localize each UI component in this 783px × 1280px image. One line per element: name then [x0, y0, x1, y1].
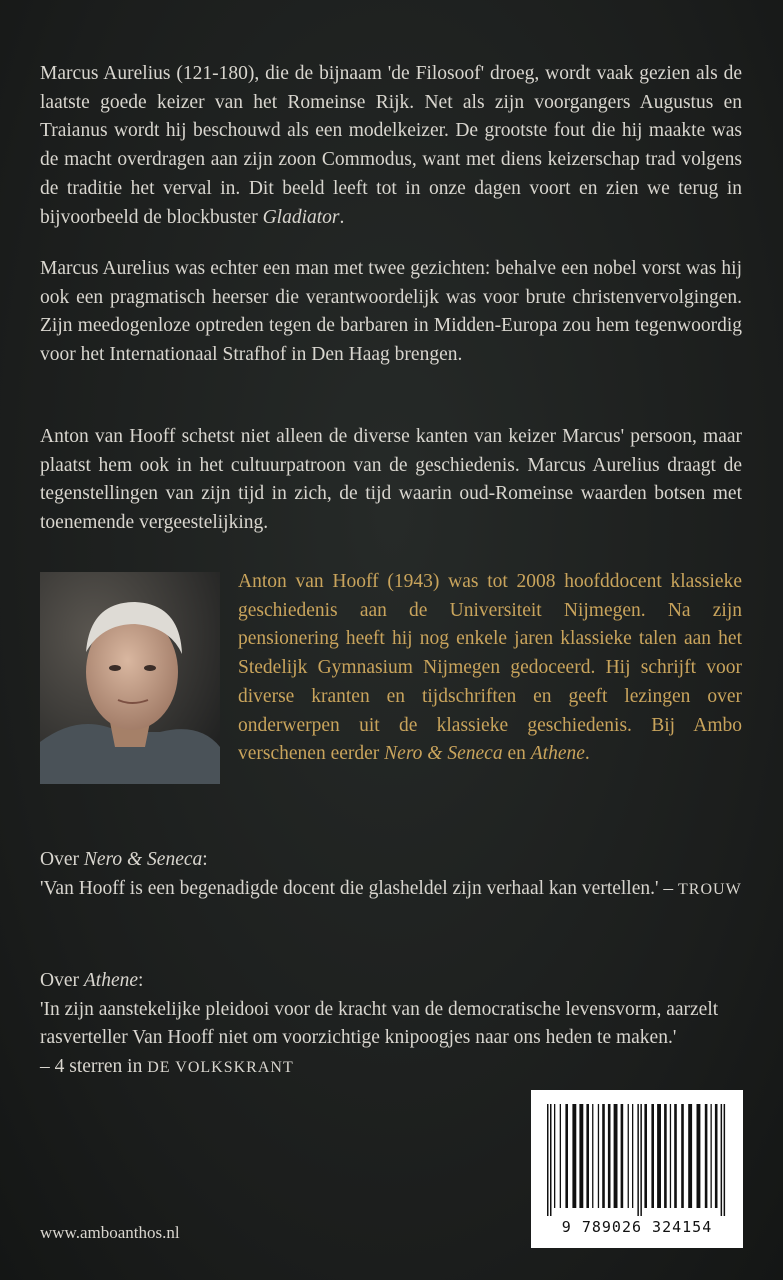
- barcode-bar: [697, 1104, 701, 1208]
- review-attribution: – 4 sterren in DE VOLKSKRANT: [40, 1056, 294, 1078]
- barcode-bar: [614, 1104, 618, 1208]
- barcode-bar: [579, 1104, 583, 1208]
- barcode-bar: [657, 1104, 661, 1208]
- review-heading: Over Nero & Seneca:: [40, 849, 208, 870]
- barcode-bar: [664, 1104, 667, 1208]
- publisher-website-link[interactable]: www.amboanthos.nl: [40, 1223, 180, 1242]
- author-bio: Anton van Hooff (1943) was tot 2008 hoofddocent klassieke geschiedenis aan de Universiteit Nijmegen. Na zijn pensionering heeft hij nog enkele jaren klassieke talen aan het Stedelijk Gymnasium Nijmegen gedoceerd. Hij schrijft voor diverse kranten en tijdschriften en geeft lezingen over onderwerpen uit de klassieke geschiedenis. Bij Ambo verschenen eerder Nero & Seneca en Athene.: [238, 571, 742, 765]
- barcode-bar: [598, 1104, 599, 1208]
- barcode-bar: [554, 1104, 555, 1208]
- barcode-bar: [637, 1104, 639, 1216]
- isbn-number: 9 789026 324154: [561, 1218, 713, 1236]
- barcode-bar: [715, 1104, 718, 1208]
- barcode-bar: [547, 1104, 549, 1216]
- blurb-paragraph-2: Marcus Aurelius was echter een man met twee gezichten: behalve een nobel vorst was hij ook een pragmatisch heerser die verantwoordelijk was voor brute christenvervolgingen. Zijn meedogenloze optreden tegen de barbaren in Midden-Europa zou hem tegenwoordig voor het Internationaal Strafhof in Den Haag brengen.: [40, 258, 742, 366]
- barcode: [531, 1090, 743, 1248]
- barcode-bar: [550, 1104, 552, 1216]
- barcode-bar: [651, 1104, 654, 1208]
- review-nero-seneca: [40, 846, 742, 904]
- blurb-paragraph-3: Anton van Hooff schetst niet alleen de diverse kanten van keizer Marcus' persoon, maar plaatst hem ook in het cultuurpatroon van de geschiedenis. Marcus Aurelius draagt de tegenstellingen van zijn tijd in zich, de tijd waarin oud-Romeinse waarden botsen met toenemende vergeestelijking.: [40, 426, 742, 534]
- barcode-bar: [721, 1104, 723, 1216]
- review-heading: Over Athene:: [40, 970, 144, 991]
- barcode-bars: [545, 1104, 729, 1216]
- barcode-bar: [632, 1104, 633, 1208]
- book-title-nero-seneca: Nero & Seneca: [384, 743, 503, 765]
- barcode-bar: [586, 1104, 589, 1208]
- barcode-bar: [724, 1104, 726, 1216]
- barcode-bar: [602, 1104, 605, 1208]
- barcode-bar: [621, 1104, 624, 1208]
- barcode-bar: [705, 1104, 708, 1208]
- author-photo: [40, 572, 220, 784]
- barcode-bar: [572, 1104, 576, 1208]
- barcode-bar: [640, 1104, 642, 1216]
- blurb-paragraph-1: Marcus Aurelius (121-180), die de bijnaam 'de Filosoof' droeg, wordt vaak gezien als de laatste goede keizer van het Romeinse Rijk. Net als zijn voorgangers Augustus en Traianus wordt hij beschouwd als een modelkeizer. De grootste fout die hij maakte was de macht overdragen aan zijn zoon Commodus, want met diens keizerschap trad volgens de traditie het verval in. Dit beeld leeft tot in onze dagen voort en zien we terug in bijvoorbeeld de blockbuster Gladiator.: [40, 63, 742, 228]
- film-title: Gladiator: [262, 206, 340, 228]
- barcode-bar: [681, 1104, 684, 1208]
- review-athene: [40, 967, 742, 1083]
- barcode-bar: [560, 1104, 561, 1208]
- barcode-bar: [644, 1104, 647, 1208]
- book-title-athene: Athene: [530, 743, 585, 765]
- review-source: TROUW: [678, 880, 742, 898]
- review-quote: 'In zijn aanstekelijke pleidooi voor de kracht van de democratische levensvorm, aarzelt rasverteller Van Hooff niet om voorzichtige knipoogjes naar ons heden te maken.': [40, 998, 719, 1049]
- barcode-bar: [711, 1104, 712, 1208]
- barcode-bar: [628, 1104, 629, 1208]
- barcode-bar: [608, 1104, 611, 1208]
- barcode-bar: [592, 1104, 593, 1208]
- barcode-bar: [670, 1104, 671, 1208]
- barcode-bar: [565, 1104, 568, 1208]
- barcode-bar: [674, 1104, 677, 1208]
- review-quote: 'Van Hooff is een begenadigde docent die glasheldel zijn verhaal kan vertellen.' – TROUW: [40, 877, 742, 899]
- review-source: DE VOLKSKRANT: [147, 1059, 294, 1077]
- barcode-bar: [688, 1104, 692, 1208]
